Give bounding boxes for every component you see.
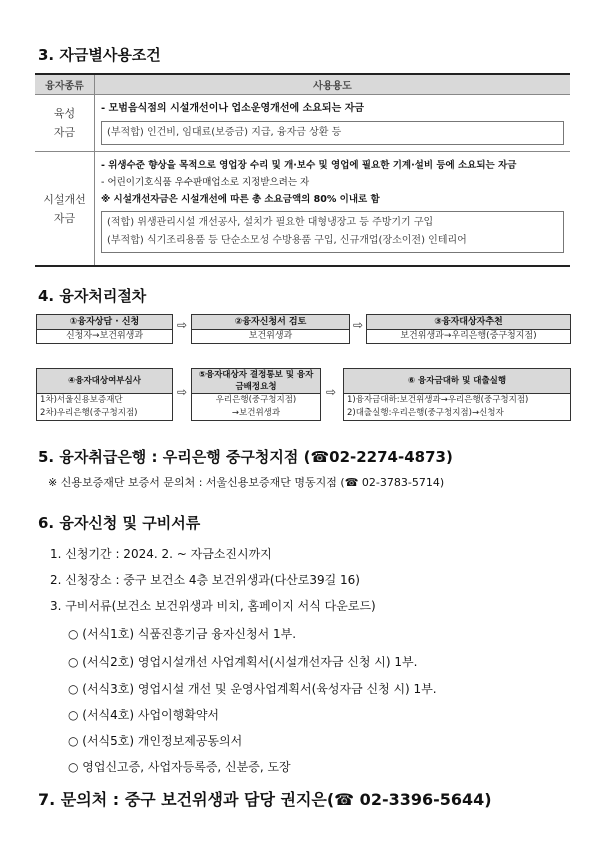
step-2-box (191, 314, 350, 344)
list-item-period: 1. 신청기간 : 2024. 2. ~ 자금소진시까지 (50, 547, 272, 561)
arrow-right-icon: ⇨ (177, 385, 188, 399)
usage-line: - 어린이기호식품 우수판매업소로 지정받으려는 자 (101, 177, 310, 188)
step-body: 1)융자금대하:보건위생과→우리은행(중구청지점) (347, 395, 529, 405)
document-item: ○ (서식1호) 식품진흥기금 융자신청서 1부. (68, 627, 297, 641)
column-header-usage: 사용용도 (95, 74, 571, 95)
table-row-facility-fund (35, 152, 570, 267)
step-4-box (36, 368, 173, 421)
document-item: ○ (서식5호) 개인정보제공동의서 (68, 734, 243, 748)
section3-title: 3. 자금별사용조건 (38, 46, 161, 64)
step-title: ⑤융자대상자 결정통보 및 융자금배정요청 (192, 369, 320, 394)
step-body: 우리은행(중구청지점) (215, 395, 297, 405)
step-3-box (366, 314, 571, 344)
column-header-type: 융자종류 (35, 74, 95, 95)
section5-title: 5. 융자취급은행 : 우리은행 중구청지점 (☎02-2274-4873) (38, 448, 453, 466)
usage-cell (95, 152, 571, 267)
document-item: ○ (서식4호) 사업이행확약서 (68, 708, 220, 722)
arrow-right-icon: ⇨ (326, 385, 337, 399)
usage-cell (95, 95, 571, 152)
section7-contact: 7. 문의처 : 중구 보건위생과 담당 권지은(☎ 02-3396-5644) (38, 790, 492, 809)
step-1-box (36, 314, 173, 344)
step-body: 2차)우리은행(중구청지점) (40, 408, 138, 418)
section6-title: 6. 융자신청 및 구비서류 (38, 514, 201, 532)
section4-title: 4. 융자처리절차 (38, 287, 147, 305)
category-cell: 육성 자금 (35, 95, 95, 152)
step-body: 보건위생과→우리은행(중구청지점) (400, 331, 537, 341)
step-body: 신청자→보건위생과 (65, 331, 144, 341)
ineligible-box: (부적합) 인건비, 임대료(보증금) 지급, 융자금 상환 등 (101, 121, 564, 145)
category-cell: 시설개선 자금 (35, 152, 95, 267)
step-5-box (191, 368, 321, 421)
step-title: ⑥ 융자금대하 및 대출실행 (344, 369, 570, 394)
step-body: 1차)서울신용보증재단 (40, 395, 123, 405)
arrow-right-icon: ⇨ (353, 318, 364, 332)
document-item: ○ 영업신고증, 사업자등록증, 신분증, 도장 (68, 760, 291, 774)
step-title: ②융자신청서 검토 (192, 315, 349, 330)
table-row-growth-fund (35, 95, 570, 152)
arrow-right-icon: ⇨ (177, 318, 188, 332)
usage-note: ※ 시설개선자금은 시설개선에 따른 총 소요금액의 80% 이내로 함 (101, 194, 380, 205)
guarantee-note: ※ 신용보증재단 보증서 문의처 : 서울신용보증재단 명동지점 (☎ 02-3783-5714) (48, 476, 445, 489)
usage-line: - 모범음식점의 시설개선이나 업소운영개선에 소요되는 자금 (101, 103, 365, 114)
usage-table (35, 73, 570, 267)
step-title: ①융자상담 · 신청 (37, 315, 172, 330)
list-item-documents: 3. 구비서류(보건소 보건위생과 비치, 홈페이지 서식 다운로드) (50, 599, 376, 613)
step-body: →보건위생과 (231, 408, 281, 418)
step-title: ③융자대상자추천 (367, 315, 570, 330)
usage-line: - 위생수준 향상을 목적으로 영업장 수리 및 개·보수 및 영업에 필요한 기계·설비 등에 소요되는 자금 (101, 160, 517, 171)
eligibility-box: (적합) 위생관리시설 개선공사, 설치가 필요한 대형냉장고 등 주방기기 구입 (부적합) 식기조리용품 등 단순소모성 수방용품 구입, 신규개업(장소이전) 인테리어 (101, 211, 564, 253)
step-6-box (343, 368, 571, 421)
step-body: 2)대출실행:우리은행(중구청지점)→신청자 (347, 408, 504, 418)
document-item: ○ (서식2호) 영업시설개선 사업계획서(시설개선자금 신청 시) 1부. (68, 655, 418, 669)
list-item-place: 2. 신청장소 : 중구 보건소 4층 보건위생과(다산로39길 16) (50, 573, 360, 587)
document-item: ○ (서식3호) 영업시설 개선 및 운영사업계획서(육성자금 신청 시) 1부. (68, 682, 437, 696)
step-title: ④융자대상여부심사 (37, 369, 172, 394)
step-body: 보건위생과 (248, 331, 293, 341)
